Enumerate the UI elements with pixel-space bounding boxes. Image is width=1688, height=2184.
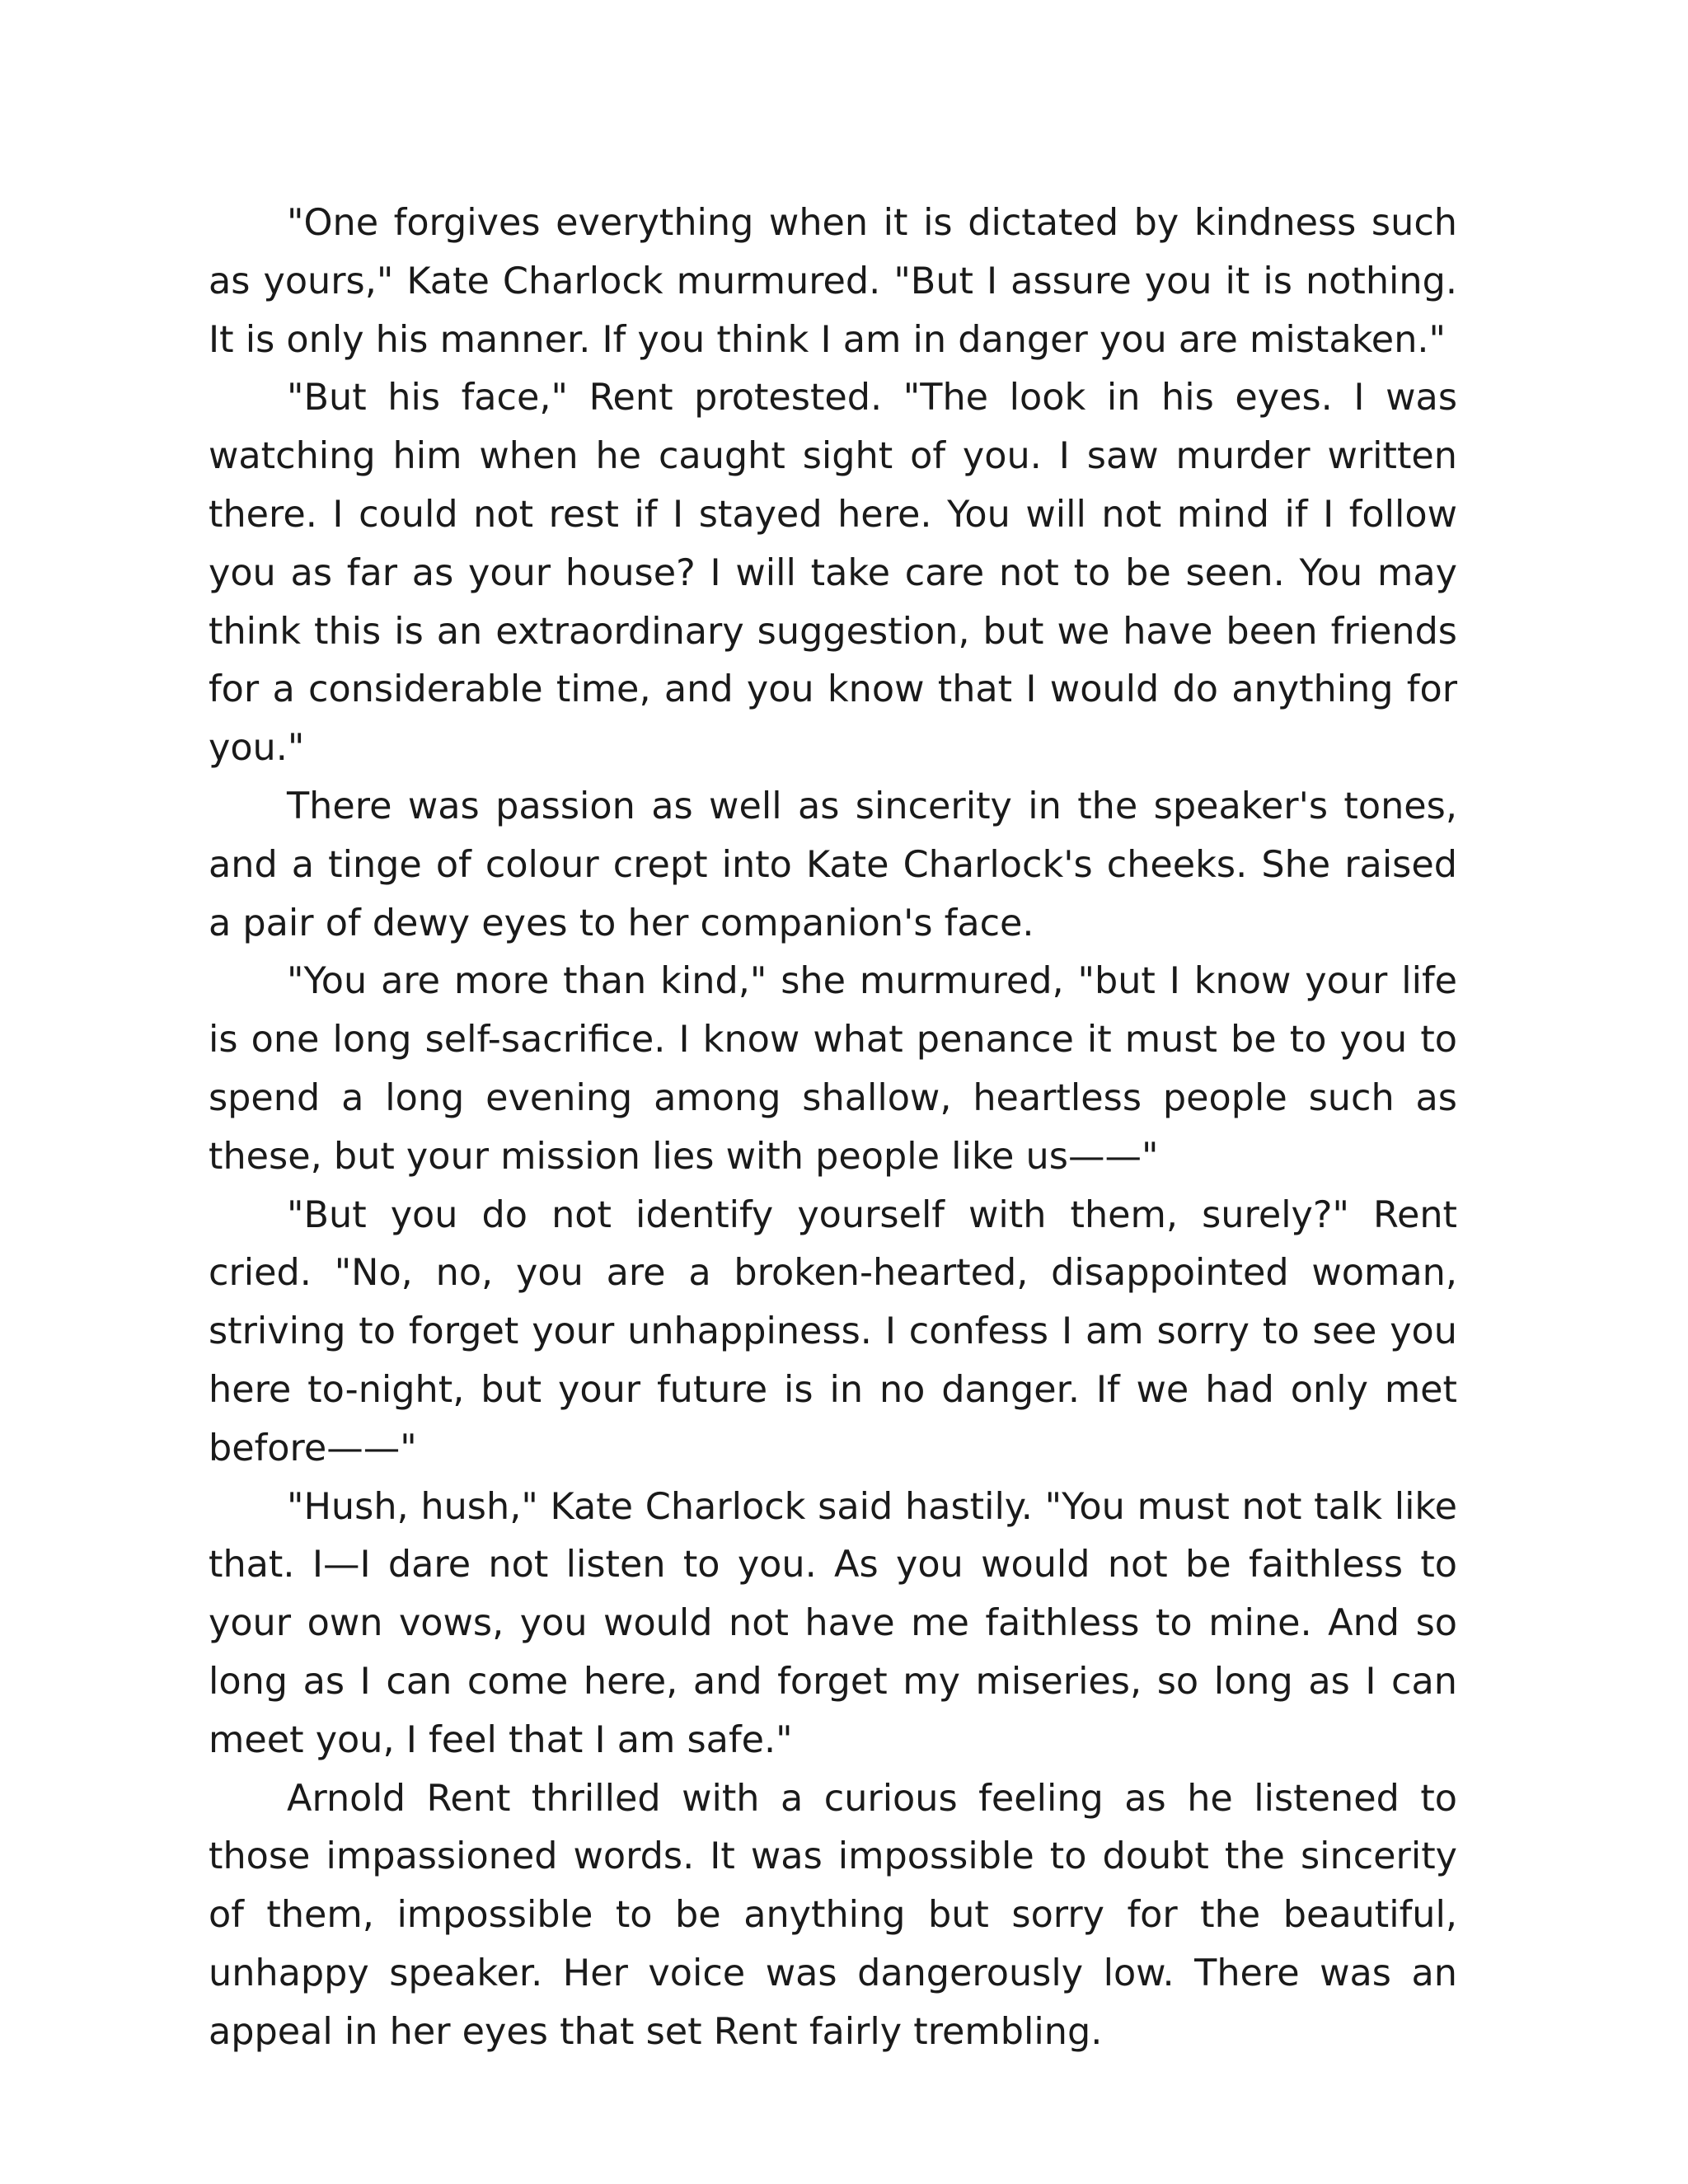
paragraph: "Hush, hush," Kate Charlock said hastily. "You must not talk like that. I—I dare not listen to you. As you would not be faithless to your own vows, you would not have me faithless to mine. And so long as I can come here, and forget my miseries, so long as I can meet you, I feel that I am safe." bbox=[209, 1485, 1457, 1761]
paragraph: "But his face," Rent protested. "The look in his eyes. I was watching him when he caught sight of you. I saw murder written there. I could not rest if I stayed here. You will not mind if I follow you as far as your house? I will take care not to be seen. You may think this is an extraordinary suggestion, but we have been friends for a considerable time, and you know that I would do anything for you." bbox=[209, 377, 1457, 770]
paragraph: "You are more than kind," she murmured, "but I know your life is one long self-sacrifice. I know what penance it must be to you to spend a long evening among shallow, heartless people such as these, but your mission lies with people like us——" bbox=[209, 960, 1457, 1178]
paragraph: Arnold Rent thrilled with a curious feeling as he listened to those impassioned words. It was impossible to doubt the sincerity of them, impossible to be anything but sorry for the beautiful, unhappy speaker. Her voice was dangerously low. There was an appeal in her eyes that set Rent fairly trembling. bbox=[209, 1777, 1457, 2053]
paragraph: There was passion as well as sincerity in the speaker's tones, and a tinge of colour crept into Kate Charlock's cheeks. She raised a pair of dewy eyes to her companion's face. bbox=[209, 785, 1457, 944]
paragraph: "But you do not identify yourself with them, surely?" Rent cried. "No, no, you are a broken-hearted, disappointed woman, striving to forget your unhappiness. I confess I am sorry to see you here to-night, but your future is in no danger. If we had only met before——" bbox=[209, 1193, 1457, 1469]
paragraph: "One forgives everything when it is dictated by kindness such as yours," Kate Charlock murmured. "But I assure you it is nothing. It is only his manner. If you think I am in danger you are mistaken." bbox=[209, 202, 1457, 361]
page-body bbox=[209, 194, 1457, 2062]
